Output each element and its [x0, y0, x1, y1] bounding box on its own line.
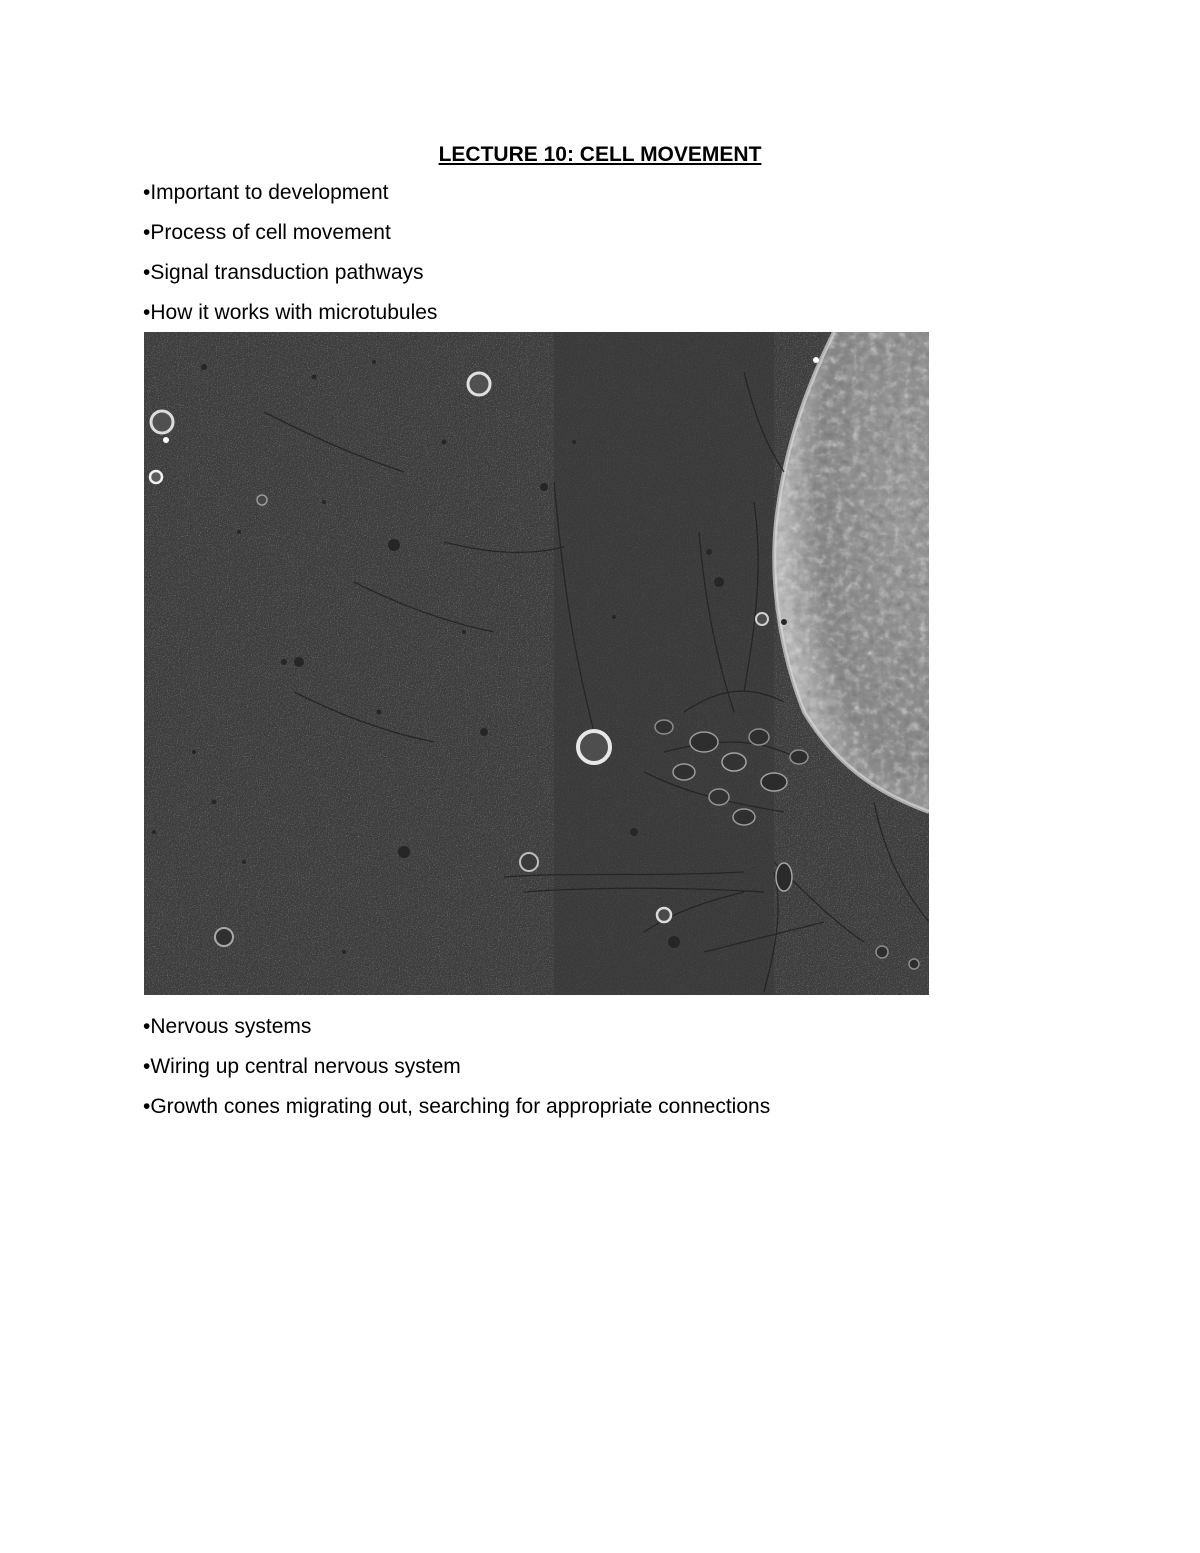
list-item: •Process of cell movement [143, 221, 391, 244]
list-item: •Nervous systems [143, 1015, 312, 1038]
list-item: •How it works with microtubules [143, 301, 438, 324]
bullet-list-top [143, 180, 437, 340]
bullet-list-bottom [143, 1014, 770, 1134]
list-item: •Growth cones migrating out, searching for appropriate connections [143, 1095, 771, 1118]
list-item: •Signal transduction pathways [143, 261, 424, 284]
list-item: •Wiring up central nervous system [143, 1055, 461, 1078]
microscopy-image [144, 332, 929, 995]
page-title: LECTURE 10: CELL MOVEMENT [438, 143, 762, 166]
list-item: •Important to development [143, 181, 389, 204]
